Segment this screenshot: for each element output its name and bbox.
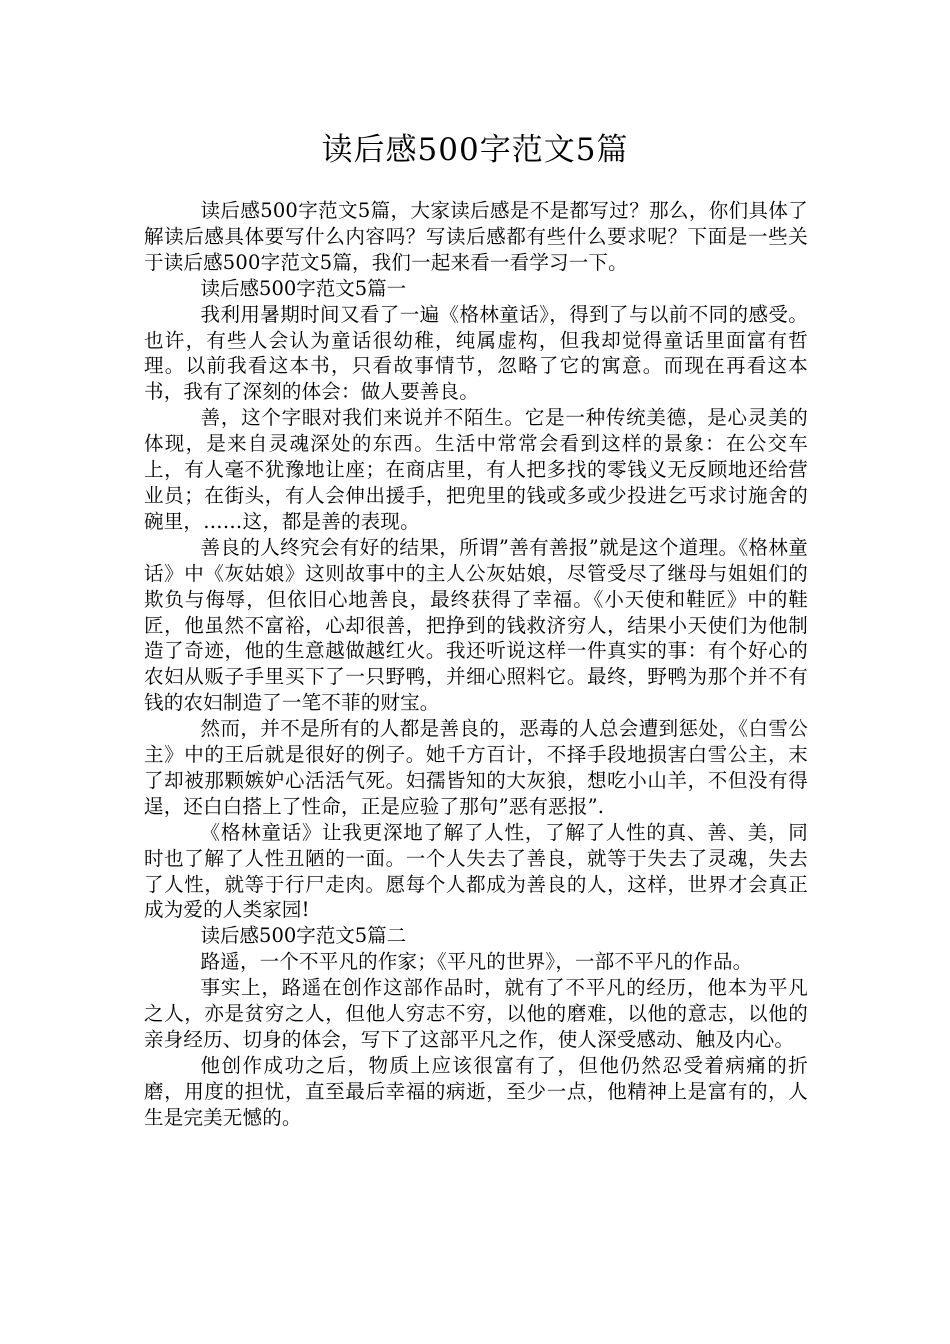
paragraph: 善，这个字眼对我们来说并不陌生。它是一种传统美德，是心灵美的体现，是来自灵魂深处的东西。生活中常常会看到这样的景象：在公交车上，有人毫不犹豫地让座；在商店里，有人把多找的零钱义无反顾地还给营业员；在街头，有人会伸出援手，把兜里的钱或多或少投进乞丐求讨施舍的碗里，……这，都是善的表现。 (144, 406, 808, 533)
document-body (144, 198, 808, 1131)
intro-paragraph: 读后感500字范文5篇，大家读后感是不是都写过？那么，你们具体了解读后感具体要写什么内容吗？写读后感都有些什么要求呢？下面是一些关于读后感500字范文5篇，我们一起来看一看学习一下。 (144, 199, 808, 274)
paragraph: 我利用暑期时间又看了一遍《格林童话》，得到了与以前不同的感受。也许，有些人会认为童话很幼稚，纯属虚构，但我却觉得童话里面富有哲理。以前我看这本书，只看故事情节，忽略了它的寓意。而现在再看这本书，我有了深刻的体会：做人要善良。 (144, 302, 808, 404)
paragraph: 路遥，一个不平凡的作家；《平凡的世界》，一部不平凡的作品。 (200, 950, 753, 974)
section-heading-2: 读后感500字范文5篇二 (200, 924, 407, 948)
paragraph: 善良的人终究会有好的结果，所谓”善有善报”就是这个道理。《格林童话》中《灰姑娘》这则故事中的主人公灰姑娘，尽管受尽了继母与姐姐们的欺负与侮辱，但依旧心地善良，最终获得了幸福。《小天使和鞋匠》中的鞋匠，他虽然不富裕，心却很善，把挣到的钱救济穷人，结果小天使们为他制造了奇迹，他的生意越做越红火。我还听说这样一件真实的事：有个好心的农妇从贩子手里买下了一只野鸭，并细心照料它。最终，野鸭为那个并不有钱的农妇制造了一笔不菲的财宝。 (144, 535, 808, 715)
page-title: 读后感500字范文5篇 (321, 132, 629, 168)
section-heading-1: 读后感500字范文5篇一 (200, 276, 407, 300)
paragraph: 事实上，路遥在创作这部作品时，就有了不平凡的经历，他本为平凡之人，亦是贫穷之人，但他人穷志不穷，以他的磨难，以他的意志，以他的亲身经历、切身的体会，写下了这部平凡之作，使人深受感动、触及内心。 (144, 976, 808, 1051)
paragraph: 然而，并不是所有的人都是善良的，恶毒的人总会遭到惩处，《白雪公主》中的王后就是很好的例子。她千方百计，不择手段地损害白雪公主，末了却被那颗嫉妒心活活气死。妇孺皆知的大灰狼，想吃小山羊，不但没有得逞，还白白搭上了性命，正是应验了那句”恶有恶报”. (144, 717, 808, 818)
paragraph: 他创作成功之后，物质上应该很富有了，但他仍然忍受着病痛的折磨，用度的担忧，直至最后幸福的病逝，至少一点，他精神上是富有的，人生是完美无憾的。 (144, 1053, 808, 1129)
paragraph: 《格林童话》让我更深地了解了人性，了解了人性的真、善、美，同时也了解了人性丑陋的一面。一个人失去了善良，就等于失去了灵魂，失去了人性，就等于行尸走肉。愿每个人都成为善良的人，这样，世界才会真正成为爱的人类家园! (144, 820, 808, 922)
